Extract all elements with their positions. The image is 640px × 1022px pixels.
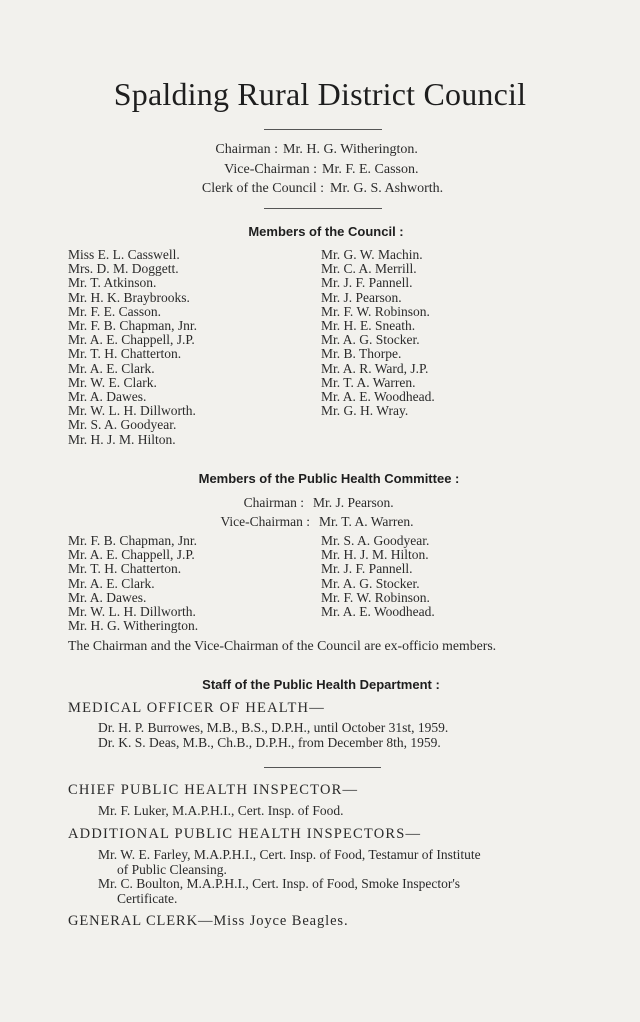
chairman-role: Chairman :	[215, 142, 278, 157]
member-item: Mr. T. Atkinson.	[68, 275, 157, 291]
member-item: Mr. J. F. Pannell.	[321, 561, 413, 577]
member-item: Mr. T. H. Chatterton.	[68, 346, 182, 362]
member-item: Mr. F. W. Robinson.	[321, 589, 430, 605]
member-item: Mr. G. W. Machin.	[321, 247, 423, 262]
member-item: Mr. A. E. Clark.	[68, 360, 155, 376]
clerk-name: Mr. G. S. Ashworth.	[330, 181, 444, 196]
member-item: Mr. T. H. Chatterton.	[68, 561, 182, 577]
aphi-line: Mr. W. E. Farley, M.A.P.H.I., Cert. Insp. of Food, Testamur of Institute	[98, 847, 481, 862]
phc-vice-role: Vice-Chairman :	[220, 514, 310, 529]
chairman-name: Mr. H. G. Witherington.	[283, 142, 418, 157]
member-item: Mr. H. J. M. Hilton.	[321, 547, 429, 563]
vice-chairman-role: Vice-Chairman :	[224, 161, 317, 177]
member-item: Mr. H. E. Sneath.	[321, 318, 416, 334]
member-item: Mr. G. H. Wray.	[321, 403, 409, 419]
member-item: Mr. F. B. Chapman, Jnr.	[68, 318, 198, 334]
council-members-right	[321, 248, 435, 418]
member-item: Mrs. D. M. Doggett.	[68, 261, 179, 277]
member-item: Mr. F. E. Casson.	[68, 303, 162, 319]
member-item: Mr. A. G. Stocker.	[321, 575, 420, 591]
member-item: Miss E. L. Casswell.	[68, 247, 180, 262]
aphi-line-cont: Certificate.	[117, 890, 178, 906]
member-item: Mr. H. G. Witherington.	[68, 618, 199, 634]
moh-line: Dr. H. P. Burrowes, M.B., B.S., D.P.H., until October 31st, 1959.	[98, 720, 449, 735]
phc-members-left	[68, 534, 198, 633]
member-item: Mr. A. E. Chappell, J.P.	[68, 332, 195, 348]
council-members-left	[68, 248, 197, 447]
member-item: Mr. A. E. Chappell, J.P.	[68, 547, 195, 563]
member-item: Mr. F. W. Robinson.	[321, 303, 430, 319]
member-item: Mr. F. B. Chapman, Jnr.	[68, 533, 198, 548]
member-item: Mr. H. J. M. Hilton.	[68, 431, 176, 447]
phc-members-right	[321, 534, 435, 619]
clerk-role: Clerk of the Council :	[201, 181, 324, 196]
member-item: Mr. W. L. H. Dillworth.	[68, 403, 196, 419]
general-clerk: GENERAL CLERK—Miss Joyce Beagles.	[68, 913, 349, 929]
member-item: Mr. J. Pearson.	[321, 289, 402, 305]
phc-chairman-name: Mr. J. Pearson.	[313, 495, 394, 510]
page-title: Spalding Rural District Council	[113, 76, 527, 112]
member-item: Mr. H. K. Braybrooks.	[68, 289, 190, 305]
staff-heading: Staff of the Public Health Department :	[202, 677, 440, 692]
divider	[264, 767, 381, 768]
member-item: Mr. A. E. Woodhead.	[321, 389, 435, 405]
member-item: Mr. B. Thorpe.	[321, 346, 402, 362]
ex-officio-note: The Chairman and the Vice-Chairman of the Council are ex-officio members.	[68, 638, 497, 653]
phc-chairman-role: Chairman :	[243, 495, 304, 510]
moh-line: Dr. K. S. Deas, M.B., Ch.B., D.P.H., from December 8th, 1959.	[98, 735, 441, 750]
member-item: Mr. A. E. Woodhead.	[321, 604, 435, 620]
member-item: Mr. C. A. Merrill.	[321, 261, 417, 277]
divider	[264, 129, 382, 130]
member-item: Mr. A. G. Stocker.	[321, 332, 420, 348]
aphi-title: ADDITIONAL PUBLIC HEALTH INSPECTORS—	[68, 826, 422, 842]
member-item: Mr. A. Dawes.	[68, 389, 147, 405]
member-item: Mr. S. A. Goodyear.	[321, 533, 430, 548]
member-item: Mr. W. L. H. Dillworth.	[68, 604, 196, 620]
vice-chairman-name: Mr. F. E. Casson.	[322, 161, 419, 177]
phc-vice-name: Mr. T. A. Warren.	[319, 514, 414, 529]
moh-title: MEDICAL OFFICER OF HEALTH—	[68, 700, 325, 716]
divider	[264, 208, 382, 209]
cphi-title: CHIEF PUBLIC HEALTH INSPECTOR—	[68, 782, 359, 798]
member-item: Mr. A. E. Clark.	[68, 575, 155, 591]
member-item: Mr. A. R. Ward, J.P.	[321, 360, 429, 376]
cphi-line: Mr. F. Luker, M.A.P.H.I., Cert. Insp. of Food.	[98, 803, 344, 818]
member-item: Mr. J. F. Pannell.	[321, 275, 413, 291]
aphi-line-cont: of Public Cleansing.	[117, 861, 227, 877]
council-heading: Members of the Council :	[248, 224, 404, 239]
aphi-line: Mr. C. Boulton, M.A.P.H.I., Cert. Insp. of Food, Smoke Inspector's	[98, 876, 461, 891]
phc-heading: Members of the Public Health Committee :	[198, 471, 460, 486]
member-item: Mr. W. E. Clark.	[68, 374, 157, 390]
member-item: Mr. T. A. Warren.	[321, 374, 416, 390]
member-item: Mr. A. Dawes.	[68, 589, 147, 605]
member-item: Mr. S. A. Goodyear.	[68, 417, 177, 433]
